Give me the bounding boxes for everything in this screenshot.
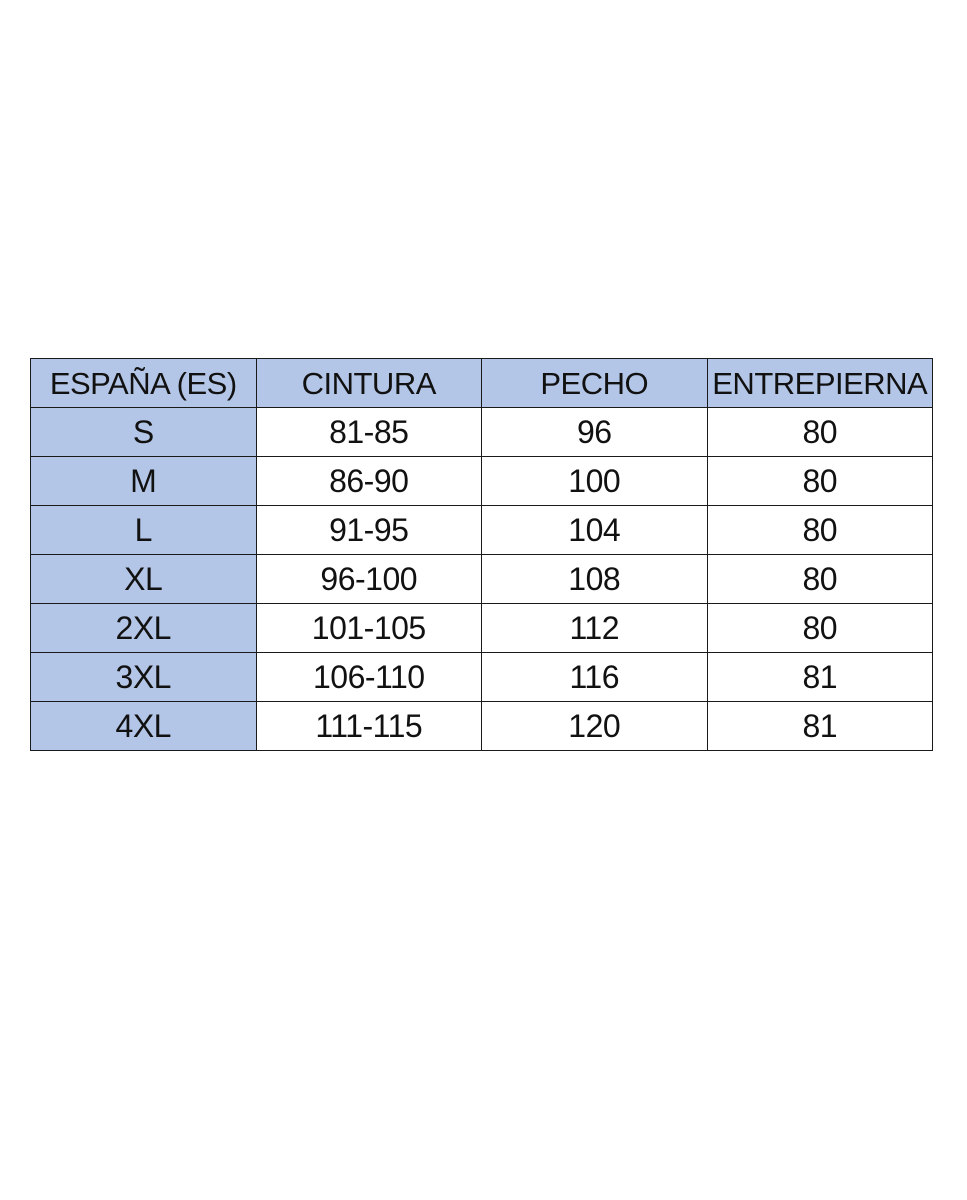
size-cell: S (31, 408, 257, 457)
size-cell: 3XL (31, 653, 257, 702)
table-row (31, 555, 933, 604)
column-header-cintura: CINTURA (256, 359, 482, 408)
pecho-cell: 116 (482, 653, 708, 702)
entrepierna-cell: 80 (707, 457, 933, 506)
table-row (31, 702, 933, 751)
cintura-cell: 86-90 (256, 457, 482, 506)
pecho-cell: 120 (482, 702, 708, 751)
pecho-cell: 100 (482, 457, 708, 506)
size-cell: XL (31, 555, 257, 604)
size-cell: M (31, 457, 257, 506)
cintura-cell: 91-95 (256, 506, 482, 555)
entrepierna-cell: 80 (707, 555, 933, 604)
header-row (31, 359, 933, 408)
table-row (31, 653, 933, 702)
size-cell: L (31, 506, 257, 555)
column-header-pecho: PECHO (482, 359, 708, 408)
table-row (31, 506, 933, 555)
entrepierna-cell: 81 (707, 702, 933, 751)
table-row (31, 408, 933, 457)
entrepierna-cell: 80 (707, 604, 933, 653)
cintura-cell: 101-105 (256, 604, 482, 653)
pecho-cell: 104 (482, 506, 708, 555)
table-row (31, 457, 933, 506)
cintura-cell: 96-100 (256, 555, 482, 604)
entrepierna-cell: 81 (707, 653, 933, 702)
column-header-entrepierna: ENTREPIERNA (707, 359, 933, 408)
pecho-cell: 112 (482, 604, 708, 653)
size-cell: 2XL (31, 604, 257, 653)
pecho-cell: 96 (482, 408, 708, 457)
table-header (31, 359, 933, 408)
column-header-size: ESPAÑA (ES) (31, 359, 257, 408)
entrepierna-cell: 80 (707, 408, 933, 457)
cintura-cell: 106-110 (256, 653, 482, 702)
cintura-cell: 111-115 (256, 702, 482, 751)
table-body (31, 408, 933, 751)
cintura-cell: 81-85 (256, 408, 482, 457)
size-chart-table (30, 358, 933, 751)
table-row (31, 604, 933, 653)
entrepierna-cell: 80 (707, 506, 933, 555)
size-cell: 4XL (31, 702, 257, 751)
pecho-cell: 108 (482, 555, 708, 604)
